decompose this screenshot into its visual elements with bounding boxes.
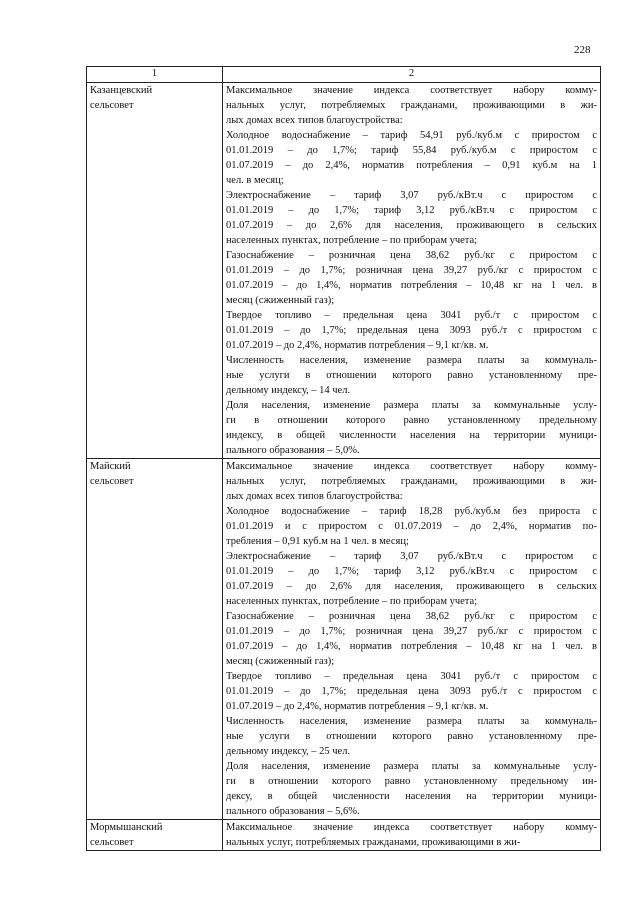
description-line: индексу, в общей численности населения на территории муници- xyxy=(226,430,597,441)
description-line: 01.07.2019 – до 2,4%, норматив потребления – 9,1 кг/кв. м. xyxy=(226,701,489,712)
municipality-name-line: Мормышанский xyxy=(90,822,163,833)
municipality-name-cell xyxy=(87,820,223,851)
description-line: 01.01.2019 – до 1,7%; тариф 3,12 руб./кВт.ч с приростом с xyxy=(226,205,597,216)
description-line: ги в отношении которого равно установленному предельному xyxy=(226,415,597,426)
description-line: нальных услуг, потребляемых гражданами, проживающими в жи- xyxy=(226,476,597,487)
description-line: 01.01.2019 и с приростом с 01.07.2019 – до 2,4%, норматив по- xyxy=(226,521,597,532)
description-line: пального образования – 5,6%. xyxy=(226,806,360,817)
description-line: Максимальное значение индекса соответствует набору комму- xyxy=(226,461,597,472)
description-line: 01.07.2019 – до 2,6% для населения, проживающего в сельских xyxy=(226,220,597,231)
table-header-row xyxy=(87,67,601,83)
description-line: Максимальное значение индекса соответствует набору комму- xyxy=(226,85,597,96)
description-line: нальных услуг, потребляемых гражданами, проживающими в жи- xyxy=(226,100,597,111)
description-line: 01.07.2019 – до 2,4%, норматив потребления – 9,1 кг/кв. м. xyxy=(226,340,489,351)
tariff-description-cell xyxy=(223,83,601,459)
description-line: требления – 0,91 куб.м на 1 чел. в месяц; xyxy=(226,536,409,547)
description-line: 01.01.2019 – до 1,7%; розничная цена 39,27 руб./кг с приростом с xyxy=(226,265,597,276)
municipality-name-cell xyxy=(87,459,223,820)
description-line: ные услуги в отношении которого равно установленному пре- xyxy=(226,731,597,742)
municipality-name-line: Казанцевский xyxy=(90,85,153,96)
municipality-name-line: сельсовет xyxy=(90,100,134,111)
table-row xyxy=(87,459,601,820)
description-line: дельному индексу, – 25 чел. xyxy=(226,746,351,757)
tariff-description-cell xyxy=(223,459,601,820)
table-row xyxy=(87,83,601,459)
description-line: дельному индексу, – 14 чел. xyxy=(226,385,351,396)
description-line: Доля населения, изменение размера платы за коммунальные услу- xyxy=(226,400,597,411)
municipality-name-line: сельсовет xyxy=(90,837,134,848)
description-line: Максимальное значение индекса соответствует набору комму- xyxy=(226,822,597,833)
description-line: Холодное водоснабжение – тариф 54,91 руб./куб.м с приростом с xyxy=(226,130,597,141)
description-line: населенных пунктах, потребление – по приборам учета; xyxy=(226,235,478,246)
description-line: Электроснабжение – тариф 3,07 руб./кВт.ч с приростом с xyxy=(226,190,597,201)
description-line: нальных услуг, потребляемых гражданами, проживающими в жи- xyxy=(226,837,521,848)
description-line: 01.01.2019 – до 1,7%; розничная цена 39,27 руб./кг с приростом с xyxy=(226,626,597,637)
description-line: Холодное водоснабжение – тариф 18,28 руб./куб.м без прироста с xyxy=(226,506,597,517)
table-body xyxy=(87,83,601,851)
description-line: Газоснабжение – розничная цена 38,62 руб./кг с приростом с xyxy=(226,611,597,622)
table-row xyxy=(87,820,601,851)
tariff-description-cell xyxy=(223,820,601,851)
description-line: Численность населения, изменение размера платы за коммуналь- xyxy=(226,355,597,366)
description-line: Твердое топливо – предельная цена 3041 руб./т с приростом с xyxy=(226,310,597,321)
description-line: Доля населения, изменение размера платы за коммунальные услу- xyxy=(226,761,597,772)
description-line: 01.07.2019 – до 1,4%, норматив потребления – 10,48 кг на 1 чел. в xyxy=(226,280,597,291)
description-line: Численность населения, изменение размера платы за коммуналь- xyxy=(226,716,597,727)
description-line: 01.01.2019 – до 1,7%; предельная цена 3093 руб./т с приростом с xyxy=(226,686,597,697)
description-line: Электроснабжение – тариф 3,07 руб./кВт.ч с приростом с xyxy=(226,551,597,562)
description-line: ные услуги в отношении которого равно установленному пре- xyxy=(226,370,597,381)
description-line: лых домах всех типов благоустройства: xyxy=(226,491,403,502)
description-line: 01.07.2019 – до 1,4%, норматив потребления – 10,48 кг на 1 чел. в xyxy=(226,641,597,652)
description-line: ги в отношении которого равно установленному предельному ин- xyxy=(226,776,597,787)
column-header-2: 2 xyxy=(223,67,601,83)
description-line: Твердое топливо – предельная цена 3041 руб./т с приростом с xyxy=(226,671,597,682)
description-line: чел. в месяц; xyxy=(226,175,284,186)
description-line: лых домах всех типов благоустройства: xyxy=(226,115,403,126)
description-line: месяц (сжиженный газ); xyxy=(226,295,335,306)
description-line: населенных пунктах, потребление – по приборам учета; xyxy=(226,596,478,607)
municipality-name-cell xyxy=(87,83,223,459)
description-line: пального образования – 5,0%. xyxy=(226,445,360,456)
page-number: 228 xyxy=(574,44,591,56)
tariff-table xyxy=(86,66,601,851)
municipality-name-line: сельсовет xyxy=(90,476,134,487)
description-line: 01.01.2019 – до 1,7%; тариф 55,84 руб./куб.м с приростом с xyxy=(226,145,597,156)
municipality-name-line: Майский xyxy=(90,461,131,472)
column-header-1: 1 xyxy=(87,67,223,83)
description-line: 01.01.2019 – до 1,7%; предельная цена 3093 руб./т с приростом с xyxy=(226,325,597,336)
description-line: 01.07.2019 – до 2,4%, норматив потребления – 0,91 куб.м на 1 xyxy=(226,160,597,171)
description-line: Газоснабжение – розничная цена 38,62 руб./кг с приростом с xyxy=(226,250,597,261)
description-line: дексу, в общей численности населения на территории муници- xyxy=(226,791,597,802)
description-line: 01.07.2019 – до 2,6% для населения, проживающего в сельских xyxy=(226,581,597,592)
description-line: 01.01.2019 – до 1,7%; тариф 3,12 руб./кВт.ч с приростом с xyxy=(226,566,597,577)
description-line: месяц (сжиженный газ); xyxy=(226,656,335,667)
